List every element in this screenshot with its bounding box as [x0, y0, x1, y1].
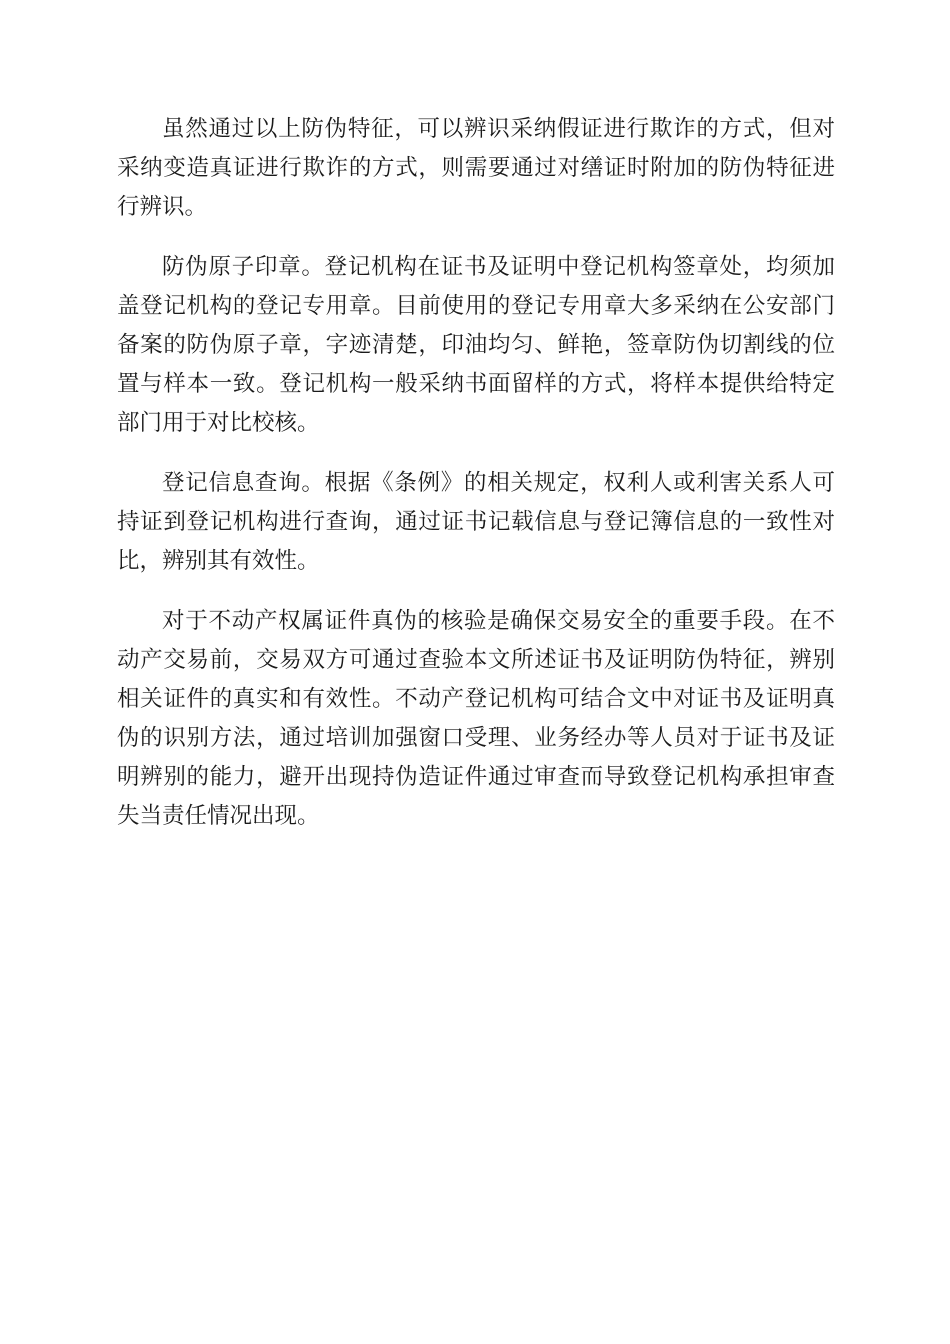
paragraph-registration-query: 登记信息查询。根据《条例》的相关规定，权利人或利害关系人可持证到登记机构进行查询，通过证书记载信息与登记簿信息的一致性对比，辨别其有效性。 — [117, 470, 835, 574]
paragraph-anti-counterfeit-seal: 防伪原子印章。登记机构在证书及证明中登记机构签章处，均须加盖登记机构的登记专用章。目前使用的登记专用章大多采纳在公安部门备案的防伪原子章，字迹清楚，印油均匀、鲜艳，签章防伪切割线的位置与样本一致。登记机构一般采纳书面留样的方式，将样本提供给特定部门用于对比校核。 — [117, 254, 835, 436]
paragraph-security-features: 虽然通过以上防伪特征，可以辨识采纳假证进行欺诈的方式，但对采纳变造真证进行欺诈的方式，则需要通过对缮证时附加的防伪特征进行辨识。 — [117, 116, 835, 220]
paragraph-conclusion: 对于不动产权属证件真伪的核验是确保交易安全的重要手段。在不动产交易前，交易双方可通过查验本文所述证书及证明防伪特征，辨别相关证件的真实和有效性。不动产登记机构可结合文中对证书及证明真伪的识别方法，通过培训加强窗口受理、业务经办等人员对于证书及证明辨别的能力，避开出现持伪造证件通过审查而导致登记机构承担审查失当责任情况出现。 — [117, 608, 835, 829]
document-body — [117, 110, 835, 857]
